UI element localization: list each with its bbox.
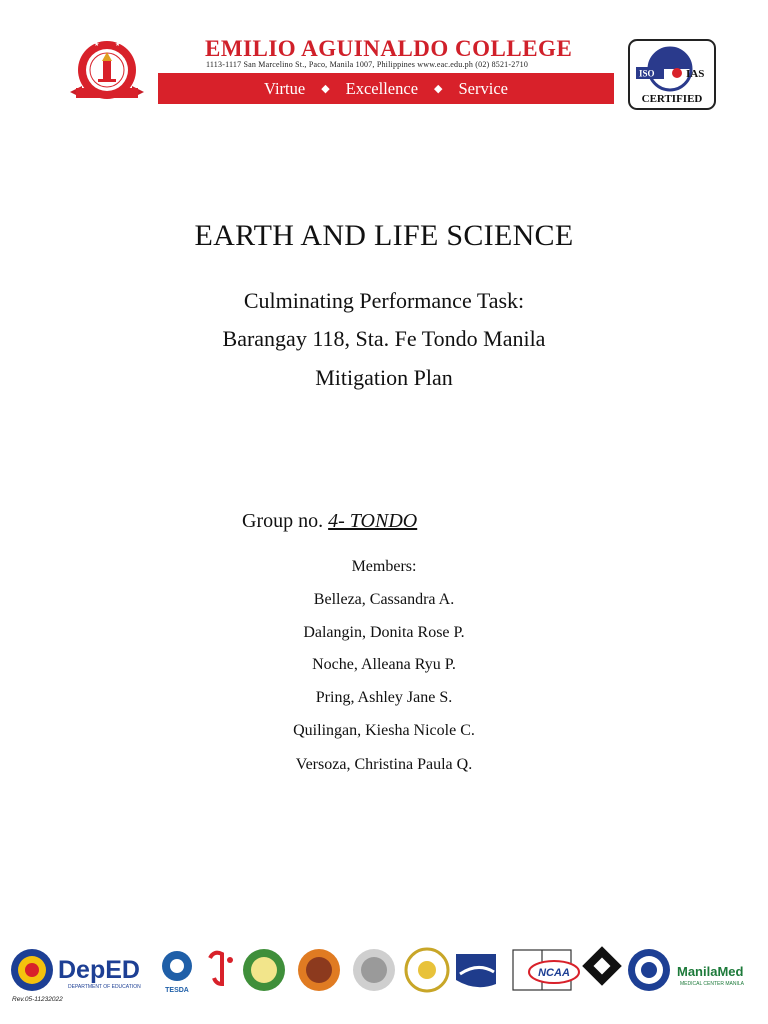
svg-text:★: ★ (94, 42, 100, 48)
deped-subtext: DEPARTMENT OF EDUCATION (68, 984, 141, 990)
college-address: 1113-1117 San Marcelino St., Paco, Manila 1007, Philippines www.eac.edu.ph (02) 8521-2710 (206, 60, 529, 69)
member-name: Versoza, Christina Paula Q. (295, 756, 473, 773)
orange-seal-logo (298, 949, 340, 991)
motto-excellence: Excellence (345, 78, 419, 98)
deped-logo (58, 956, 141, 990)
partner-logos-strip (8, 944, 760, 996)
ias-label: IAS (686, 68, 705, 80)
member-name: Belleza, Cassandra A. (313, 591, 455, 608)
member-name: Pring, Ashley Jane S. (315, 689, 453, 706)
tesda-logo (162, 951, 192, 994)
iso-label: ISO (639, 68, 655, 79)
college-seal-logo (68, 36, 146, 108)
blue-wave-logo (456, 954, 496, 987)
svg-text:★: ★ (115, 42, 121, 48)
member-name: Dalangin, Donita Rose P. (303, 624, 465, 641)
dost-logo (582, 946, 622, 986)
iso-certified-badge (628, 39, 716, 110)
group-number (242, 510, 417, 533)
manilamed-subtext: MEDICAL CENTER MANILA (680, 981, 744, 987)
manilamed-logo (677, 964, 745, 987)
member-name: Quilingan, Kiesha Nicole C. (293, 722, 475, 739)
motto-service: Service (458, 78, 508, 98)
document-title: EARTH AND LIFE SCIENCE (194, 219, 574, 252)
yellow-seal-logo (406, 949, 448, 991)
ncaa-text: NCAA (538, 967, 570, 979)
member-name: Noche, Alleana Ryu P. (312, 656, 456, 673)
revision-code: Rev.05-11232022 (12, 996, 63, 1003)
subtitle-line-3: Mitigation Plan (315, 365, 453, 390)
green-seal-logo (243, 949, 285, 991)
motto-virtue: Virtue (264, 78, 306, 98)
manilamed-text: ManilaMed (677, 964, 744, 979)
diamond-icon: ◆ (434, 83, 443, 95)
members-heading: Members: (351, 558, 417, 575)
subtitle-line-2: Barangay 118, Sta. Fe Tondo Manila (222, 326, 546, 351)
subtitle-line-1: Culminating Performance Task: (243, 288, 525, 313)
deped-text: DepED (58, 956, 140, 984)
certified-label: CERTIFIED (641, 93, 703, 105)
college-name: EMILIO AGUINALDO COLLEGE (205, 36, 573, 61)
diamond-icon: ◆ (321, 83, 330, 95)
motto-bar (158, 73, 614, 104)
ncaa-logo (529, 961, 579, 983)
blue-seal-logo (628, 949, 670, 991)
fj-logo (206, 952, 236, 988)
deped-seal-logo (11, 949, 53, 991)
group-label: Group no. (242, 510, 324, 532)
tesda-text: TESDA (165, 987, 189, 994)
grey-seal-logo (353, 949, 395, 991)
group-value: 4- TONDO (328, 510, 418, 532)
